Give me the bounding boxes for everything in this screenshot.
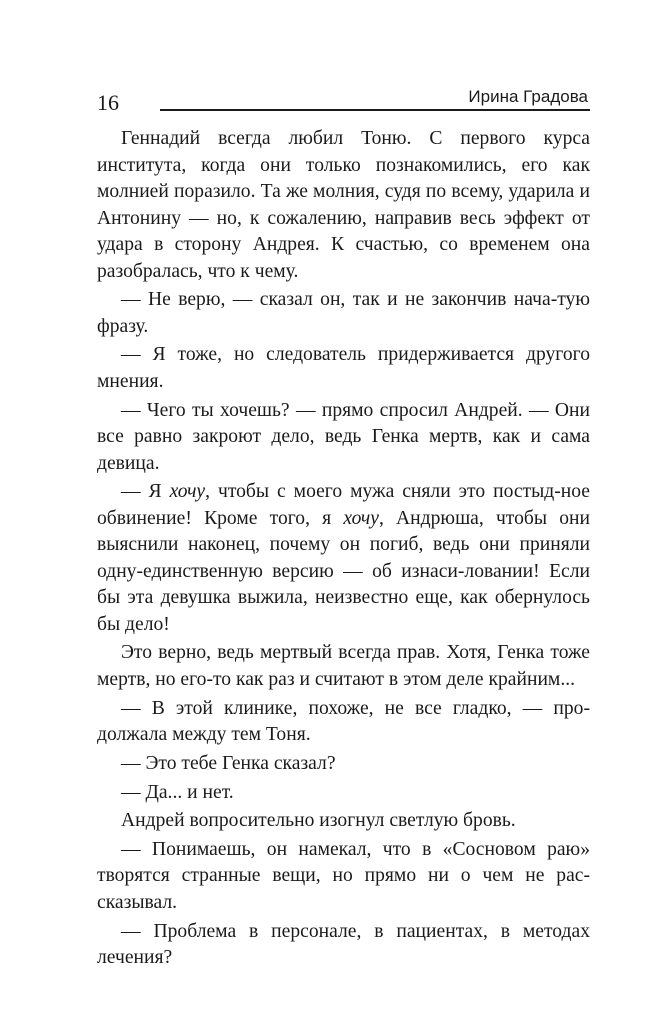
- paragraph: Андрей вопросительно изогнул светлую бровь.: [121, 810, 516, 832]
- paragraph: — Это тебе Генка сказал?: [121, 752, 336, 774]
- text-run: , Андрюша, чтобы они выяснили наконец, почему он погиб, ведь они приняли одну-единственную версию — об изнаси-ловании! Если бы эта девушка выжила, неизвестно еще, как обернулось бы дело!: [97, 507, 590, 635]
- paragraph: Геннадий всегда любил Тоню. С первого курса института, когда они только познакомились, его как молнией поразило. Та же молния, судя по всему, ударила и Антонину — но, к сожалению, направив весь эффект от удара в сторону Андрея. К счастью, со временем она разобралась, что к чему.: [97, 128, 590, 282]
- italic-emphasis: хочу: [169, 481, 206, 503]
- paragraph: — В этой клинике, похоже, не все гладко, — про-должала между тем Тоня.: [97, 697, 590, 746]
- page-number: 16: [97, 90, 119, 115]
- paragraph: Это верно, ведь мертвый всегда прав. Хотя, Генка тоже мертв, но его-то как раз и считают в этом деле крайним...: [97, 642, 590, 690]
- paragraph: — Чего ты хочешь? — прямо спросил Андрей. — Они все равно закроют дело, ведь Генка мертв, как и сама девица.: [97, 399, 590, 474]
- paragraph: — Я тоже, но следователь придерживается другого мнения.: [97, 344, 590, 392]
- body-text: [97, 126, 590, 974]
- paragraph: — Понимаешь, он намекал, что в «Сосновом раю» творятся странные вещи, но прямо ни о чем не рас-сказывал.: [97, 838, 590, 913]
- paragraph: — Да... и нет.: [121, 781, 234, 803]
- paragraph: — Проблема в персонале, в пациентах, в методах лечения?: [97, 920, 590, 969]
- text-run: — Я: [121, 481, 170, 503]
- italic-emphasis: хочу: [343, 507, 379, 529]
- running-head-author: Ирина Градова: [468, 87, 588, 106]
- paragraph: [97, 479, 590, 638]
- header-rule: [160, 109, 590, 111]
- text-run: , чтобы с моего мужа сняли это постыд-ное обвинение! Кроме того, я: [97, 481, 591, 529]
- paragraph: — Не верю, — сказал он, так и не закончив нача-тую фразу.: [97, 289, 590, 337]
